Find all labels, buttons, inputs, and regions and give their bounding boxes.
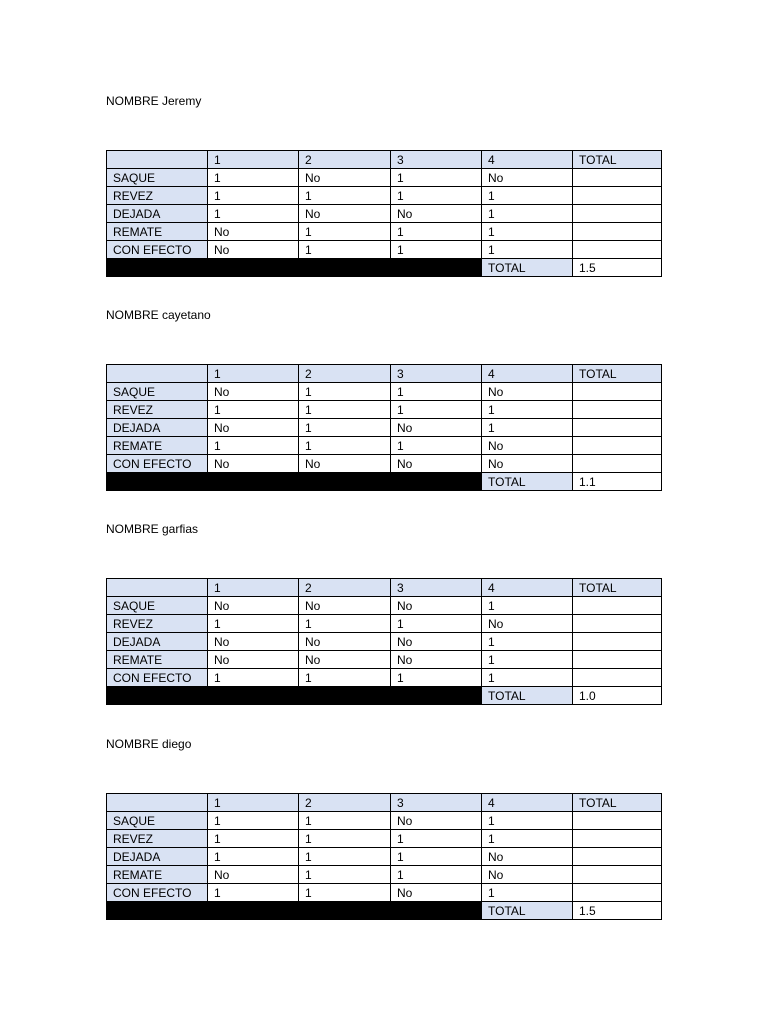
score-cell: 1 <box>299 223 391 241</box>
row-label-cell: REVEZ <box>107 830 208 848</box>
total-label-cell: TOTAL <box>482 902 573 920</box>
row-label-cell: REMATE <box>107 223 208 241</box>
score-cell: No <box>299 597 391 615</box>
score-cell: 1 <box>299 812 391 830</box>
score-cell: No <box>391 597 482 615</box>
score-cell: No <box>208 383 299 401</box>
score-cell: No <box>208 597 299 615</box>
header-row <box>107 365 662 383</box>
score-cell: No <box>482 383 573 401</box>
row-label-cell: DEJADA <box>107 419 208 437</box>
row-label-cell: DEJADA <box>107 205 208 223</box>
score-cell: No <box>299 633 391 651</box>
row-total-cell <box>573 597 662 615</box>
score-cell: 1 <box>208 615 299 633</box>
header-cell: 4 <box>482 151 573 169</box>
row-total-cell <box>573 848 662 866</box>
header-cell: 4 <box>482 794 573 812</box>
score-cell: 1 <box>299 241 391 259</box>
score-table <box>106 150 662 277</box>
score-cell: 1 <box>208 437 299 455</box>
black-filler-cell <box>107 259 482 277</box>
score-cell: 1 <box>391 830 482 848</box>
row-label-cell: CON EFECTO <box>107 884 208 902</box>
score-cell: 1 <box>299 187 391 205</box>
score-cell: No <box>208 633 299 651</box>
header-cell: 3 <box>391 579 482 597</box>
score-cell: 1 <box>391 437 482 455</box>
score-cell: No <box>391 205 482 223</box>
score-cell: 1 <box>299 401 391 419</box>
header-cell: 4 <box>482 579 573 597</box>
player-name-line: NOMBRE cayetano <box>106 308 211 322</box>
table-row <box>107 830 662 848</box>
score-cell: 1 <box>208 830 299 848</box>
score-cell: 1 <box>482 651 573 669</box>
header-cell: TOTAL <box>573 794 662 812</box>
row-total-cell <box>573 812 662 830</box>
score-cell: 1 <box>482 401 573 419</box>
total-value-cell: 1.0 <box>573 687 662 705</box>
header-cell: 2 <box>299 151 391 169</box>
table-row <box>107 669 662 687</box>
table-row <box>107 437 662 455</box>
row-label-cell: REVEZ <box>107 615 208 633</box>
table-row <box>107 169 662 187</box>
row-total-cell <box>573 669 662 687</box>
header-cell: 4 <box>482 365 573 383</box>
total-row <box>107 473 662 491</box>
score-cell: No <box>482 455 573 473</box>
score-cell: 1 <box>482 419 573 437</box>
score-cell: 1 <box>299 884 391 902</box>
score-cell: 1 <box>482 812 573 830</box>
row-total-cell <box>573 437 662 455</box>
header-cell: 2 <box>299 579 391 597</box>
row-total-cell <box>573 383 662 401</box>
row-total-cell <box>573 223 662 241</box>
player-name-line: NOMBRE garfias <box>106 522 199 536</box>
score-cell: No <box>208 419 299 437</box>
row-total-cell <box>573 615 662 633</box>
row-label-cell: DEJADA <box>107 633 208 651</box>
score-cell: 1 <box>391 866 482 884</box>
row-total-cell <box>573 866 662 884</box>
header-cell: TOTAL <box>573 151 662 169</box>
table-row <box>107 419 662 437</box>
score-cell: No <box>391 419 482 437</box>
row-total-cell <box>573 205 662 223</box>
score-cell: 1 <box>482 884 573 902</box>
score-cell: 1 <box>208 884 299 902</box>
row-label-cell: CON EFECTO <box>107 455 208 473</box>
score-cell: 1 <box>391 241 482 259</box>
total-value-cell: 1.5 <box>573 902 662 920</box>
black-filler-cell <box>107 687 482 705</box>
table-row <box>107 812 662 830</box>
score-table <box>106 793 662 920</box>
total-value-cell: 1.5 <box>573 259 662 277</box>
score-cell: 1 <box>299 615 391 633</box>
score-cell: No <box>391 884 482 902</box>
table-row <box>107 615 662 633</box>
row-label-cell: SAQUE <box>107 597 208 615</box>
score-cell: 1 <box>482 669 573 687</box>
header-row <box>107 579 662 597</box>
row-total-cell <box>573 401 662 419</box>
score-cell: 1 <box>482 223 573 241</box>
score-cell: 1 <box>391 615 482 633</box>
score-cell: No <box>391 455 482 473</box>
table-row <box>107 597 662 615</box>
score-cell: 1 <box>208 205 299 223</box>
score-cell: No <box>208 651 299 669</box>
row-label-cell: REMATE <box>107 437 208 455</box>
total-label-cell: TOTAL <box>482 473 573 491</box>
score-cell: 1 <box>482 187 573 205</box>
table-row <box>107 401 662 419</box>
row-label-cell: REMATE <box>107 866 208 884</box>
score-cell: 1 <box>208 812 299 830</box>
header-row <box>107 794 662 812</box>
score-cell: 1 <box>482 633 573 651</box>
score-cell: No <box>482 615 573 633</box>
score-cell: 1 <box>482 241 573 259</box>
score-cell: 1 <box>391 669 482 687</box>
table-row <box>107 383 662 401</box>
row-label-cell: REVEZ <box>107 401 208 419</box>
header-cell: 1 <box>208 365 299 383</box>
score-cell: No <box>299 169 391 187</box>
black-filler-cell <box>107 473 482 491</box>
score-cell: 1 <box>391 223 482 241</box>
score-cell: No <box>482 437 573 455</box>
score-cell: 1 <box>391 401 482 419</box>
score-cell: No <box>299 455 391 473</box>
row-label-cell: SAQUE <box>107 812 208 830</box>
table-row <box>107 633 662 651</box>
row-total-cell <box>573 419 662 437</box>
header-cell: TOTAL <box>573 365 662 383</box>
header-row <box>107 151 662 169</box>
row-label-cell: SAQUE <box>107 169 208 187</box>
total-label-cell: TOTAL <box>482 687 573 705</box>
header-cell: 1 <box>208 151 299 169</box>
score-cell: 1 <box>208 169 299 187</box>
table-row <box>107 241 662 259</box>
header-corner-cell <box>107 579 208 597</box>
score-cell: 1 <box>299 848 391 866</box>
total-row <box>107 259 662 277</box>
score-cell: No <box>208 241 299 259</box>
score-cell: 1 <box>208 187 299 205</box>
header-cell: 2 <box>299 794 391 812</box>
header-cell: 3 <box>391 794 482 812</box>
header-cell: TOTAL <box>573 579 662 597</box>
row-label-cell: SAQUE <box>107 383 208 401</box>
score-cell: No <box>391 633 482 651</box>
score-cell: No <box>482 169 573 187</box>
row-label-cell: REVEZ <box>107 187 208 205</box>
score-table <box>106 364 662 491</box>
row-label-cell: DEJADA <box>107 848 208 866</box>
score-cell: No <box>208 223 299 241</box>
row-label-cell: CON EFECTO <box>107 669 208 687</box>
header-cell: 1 <box>208 579 299 597</box>
player-name-line: NOMBRE Jeremy <box>106 94 202 108</box>
total-row <box>107 687 662 705</box>
score-cell: 1 <box>391 383 482 401</box>
score-cell: 1 <box>208 669 299 687</box>
header-cell: 3 <box>391 365 482 383</box>
score-cell: 1 <box>391 169 482 187</box>
table-row <box>107 455 662 473</box>
row-total-cell <box>573 633 662 651</box>
table-row <box>107 187 662 205</box>
header-cell: 3 <box>391 151 482 169</box>
total-row <box>107 902 662 920</box>
score-cell: 1 <box>299 437 391 455</box>
table-row <box>107 848 662 866</box>
table-row <box>107 651 662 669</box>
score-cell: 1 <box>482 830 573 848</box>
score-cell: 1 <box>299 669 391 687</box>
player-name-line: NOMBRE diego <box>106 737 192 751</box>
score-cell: No <box>482 866 573 884</box>
score-cell: 1 <box>391 187 482 205</box>
score-cell: 1 <box>482 205 573 223</box>
header-corner-cell <box>107 794 208 812</box>
table-row <box>107 205 662 223</box>
table-row <box>107 223 662 241</box>
row-total-cell <box>573 830 662 848</box>
score-cell: No <box>208 866 299 884</box>
header-cell: 1 <box>208 794 299 812</box>
score-cell: No <box>482 848 573 866</box>
score-cell: 1 <box>482 597 573 615</box>
row-label-cell: CON EFECTO <box>107 241 208 259</box>
score-cell: 1 <box>391 848 482 866</box>
row-total-cell <box>573 241 662 259</box>
row-total-cell <box>573 169 662 187</box>
row-label-cell: REMATE <box>107 651 208 669</box>
score-cell: 1 <box>299 419 391 437</box>
row-total-cell <box>573 884 662 902</box>
row-total-cell <box>573 187 662 205</box>
header-corner-cell <box>107 365 208 383</box>
total-label-cell: TOTAL <box>482 259 573 277</box>
score-cell: 1 <box>299 866 391 884</box>
header-cell: 2 <box>299 365 391 383</box>
score-table <box>106 578 662 705</box>
score-cell: No <box>391 651 482 669</box>
score-cell: 1 <box>208 848 299 866</box>
header-corner-cell <box>107 151 208 169</box>
row-total-cell <box>573 455 662 473</box>
score-cell: 1 <box>299 383 391 401</box>
score-cell: 1 <box>208 401 299 419</box>
score-cell: No <box>208 455 299 473</box>
black-filler-cell <box>107 902 482 920</box>
score-cell: No <box>299 205 391 223</box>
row-total-cell <box>573 651 662 669</box>
table-row <box>107 884 662 902</box>
total-value-cell: 1.1 <box>573 473 662 491</box>
score-cell: No <box>299 651 391 669</box>
score-cell: 1 <box>299 830 391 848</box>
score-cell: No <box>391 812 482 830</box>
table-row <box>107 866 662 884</box>
